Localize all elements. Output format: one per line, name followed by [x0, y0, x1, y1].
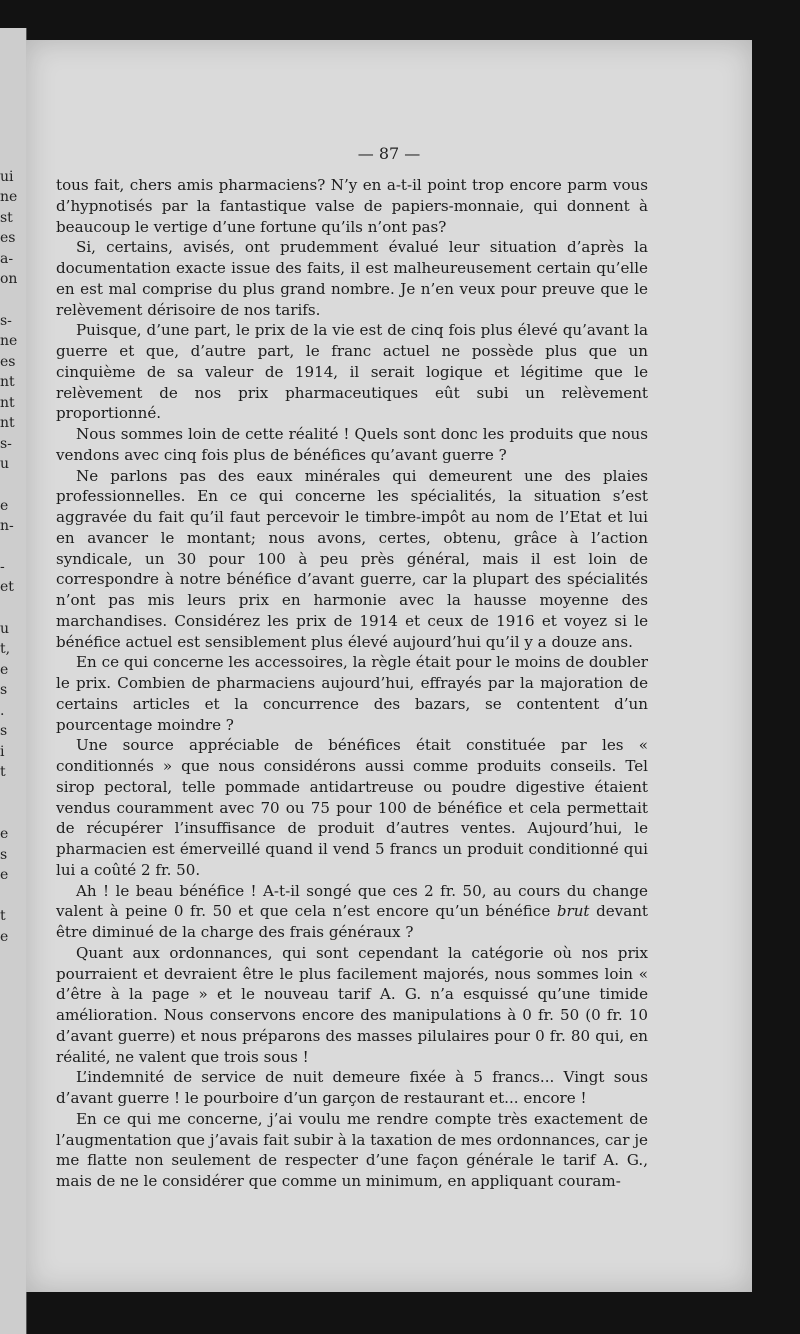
margin-fragment: t	[0, 908, 6, 924]
margin-fragment: ne	[0, 189, 18, 205]
margin-fragment: u	[0, 621, 10, 637]
margin-fragment: e	[0, 662, 9, 678]
paragraph	[56, 237, 648, 320]
margin-fragment: e	[0, 826, 9, 842]
margin-fragment: .	[0, 703, 5, 719]
paragraph	[56, 1109, 648, 1192]
margin-fragment: -	[0, 559, 5, 575]
paragraph	[56, 881, 648, 943]
margin-fragment: a-	[0, 251, 14, 267]
previous-page-edge	[0, 28, 27, 1334]
paragraph-text: Une source appréciable de bénéfices était constituée par les « conditionnés » que nous considérons aussi comme produits conseils. Tel sirop pectoral, telle pommade antidartreuse ou poudre digestive étaient vendus couramment avec 70 ou 75 pour 100 de bénéfice et cela permettait de récupérer l’insuffisance de produit d’autres ventes. Aujourd’hui, le pharmacien est émerveillé quand il vend 5 francs un produit conditionné qui lui a coûté 2 fr. 50.	[56, 736, 648, 879]
margin-fragment: i	[0, 744, 5, 760]
paragraph	[56, 320, 648, 424]
margin-fragment: on	[0, 271, 18, 287]
paragraph	[56, 424, 648, 466]
margin-fragment: ui	[0, 169, 14, 185]
margin-fragment: st	[0, 210, 13, 226]
paragraph	[56, 466, 648, 653]
paragraph-text: En ce qui me concerne, j’ai voulu me rendre compte très exactement de l’augmentation que j’avais fait subir à la taxation de mes ordonnances, car je me flatte non seulement de respecter d’une façon générale le tarif A. G., mais de ne le considérer que comme un minimum, en appliquant couram-	[56, 1109, 648, 1190]
body-text	[56, 175, 648, 1192]
margin-fragment: et	[0, 579, 14, 595]
margin-fragment: n-	[0, 518, 14, 534]
margin-fragment: t	[0, 764, 6, 780]
paragraph-text: L’indemnité de service de nuit demeure fixée à 5 francs... Vingt sous d’avant guerre ! le pourboire d’un garçon de restaurant et... encore !	[56, 1068, 648, 1107]
paragraph-text: Quant aux ordonnances, qui sont cependant la catégorie où nos prix pourraient et devraient être le plus facilement majorés, nous sommes loin « d’être à la page » et le nouveau tarif A. G. n’a esquissé qu’une timide amélioration. Nous conservons encore des manipulations à 0 fr. 50 (0 fr. 10 d’avant guerre) et nous préparons des masses pilulaires pour 0 fr. 80 qui, en réalité, ne valent que trois sous !	[56, 943, 648, 1066]
margin-fragment: e	[0, 867, 9, 883]
paragraph	[56, 652, 648, 735]
margin-fragment: e	[0, 498, 9, 514]
margin-fragment: nt	[0, 395, 15, 411]
paragraph-text: Ne parlons pas des eaux minérales qui demeurent une des plaies professionnelles. En ce qui concerne les spécialités, la situation s’est aggravée du fait qu’il faut percevoir le timbre-impôt au nom de l’Etat et lui en avancer le montant; nous avons, certes, obtenu, grâce à l’action syndicale, un 30 pour 100 à peu près général, mais il est loin de correspondre à notre bénéfice d’avant guerre, car la plupart des spécialités n’ont pas mis leurs prix en harmonie avec la hausse moyenne des marchandises. Considérez les prix de 1914 et ceux de 1916 et voyez si le bénéfice actuel est sensiblement plus élevé aujourd’hui qu’il y a douze ans.	[56, 466, 648, 651]
margin-fragment: s	[0, 723, 8, 739]
paragraph-text: devant être diminué de la charge des frais généraux ?	[56, 902, 648, 941]
margin-fragment: s-	[0, 313, 12, 329]
margin-fragment: u	[0, 456, 10, 472]
paragraph-text: tous fait, chers amis pharmaciens? N’y en a-t-il point trop encore parm vous d’hypnotisés par la fantastique valse de papiers-monnaie, qui donnent à beaucoup le vertige d’une fortune qu’ils n’ont pas?	[56, 176, 648, 236]
margin-fragment: ne	[0, 333, 18, 349]
paragraph	[56, 1067, 648, 1109]
margin-fragment: s	[0, 847, 8, 863]
margin-fragment: es	[0, 354, 16, 370]
paragraph-text: Ah ! le beau bénéfice ! A-t-il songé que ces 2 fr. 50, au cours du change valent à peine 0 fr. 50 et que cela n’est encore qu’un bénéfice	[56, 881, 648, 921]
paragraph-text: Nous sommes loin de cette réalité ! Quels sont donc les produits que nous vendons avec cinq fois plus de bénéfices qu’avant guerre ?	[56, 425, 648, 464]
margin-fragment: e	[0, 929, 9, 945]
paragraph-text: Puisque, d’une part, le prix de la vie est de cinq fois plus élevé qu’avant la guerre et que, d’autre part, le franc actuel ne possède plus que un cinquième de sa valeur de 1914, il serait logique et légitime que le relèvement de nos prix pharmaceutiques eût subi un relèvement proportionné.	[56, 321, 648, 423]
margin-fragment: nt	[0, 374, 15, 390]
paragraph	[56, 735, 648, 880]
paragraph	[56, 175, 648, 237]
paragraph	[56, 943, 648, 1068]
margin-fragment: nt	[0, 415, 15, 431]
italic-text: brut	[556, 902, 590, 921]
margin-fragment: s	[0, 682, 8, 698]
page-number: — 87 —	[357, 144, 421, 163]
margin-fragment: t,	[0, 641, 11, 657]
paragraph-text: En ce qui concerne les accessoires, la règle était pour le moins de doubler le prix. Combien de pharmaciens aujourd’hui, effrayés par la majoration de certains articles et la concurrence des bazars, se contentent d’un pourcentage moindre ?	[56, 653, 648, 734]
margin-fragment: es	[0, 230, 16, 246]
paragraph-text: Si, certains, avisés, ont prudemment évalué leur situation d’après la documentation exacte issue des faits, il est malheureusement certain qu’elle en est mal comprise du plus grand nombre. Je n’en veux pour preuve que le relèvement dérisoire de nos tarifs.	[56, 238, 648, 319]
margin-fragment: s-	[0, 436, 12, 452]
book-page	[26, 40, 752, 1292]
